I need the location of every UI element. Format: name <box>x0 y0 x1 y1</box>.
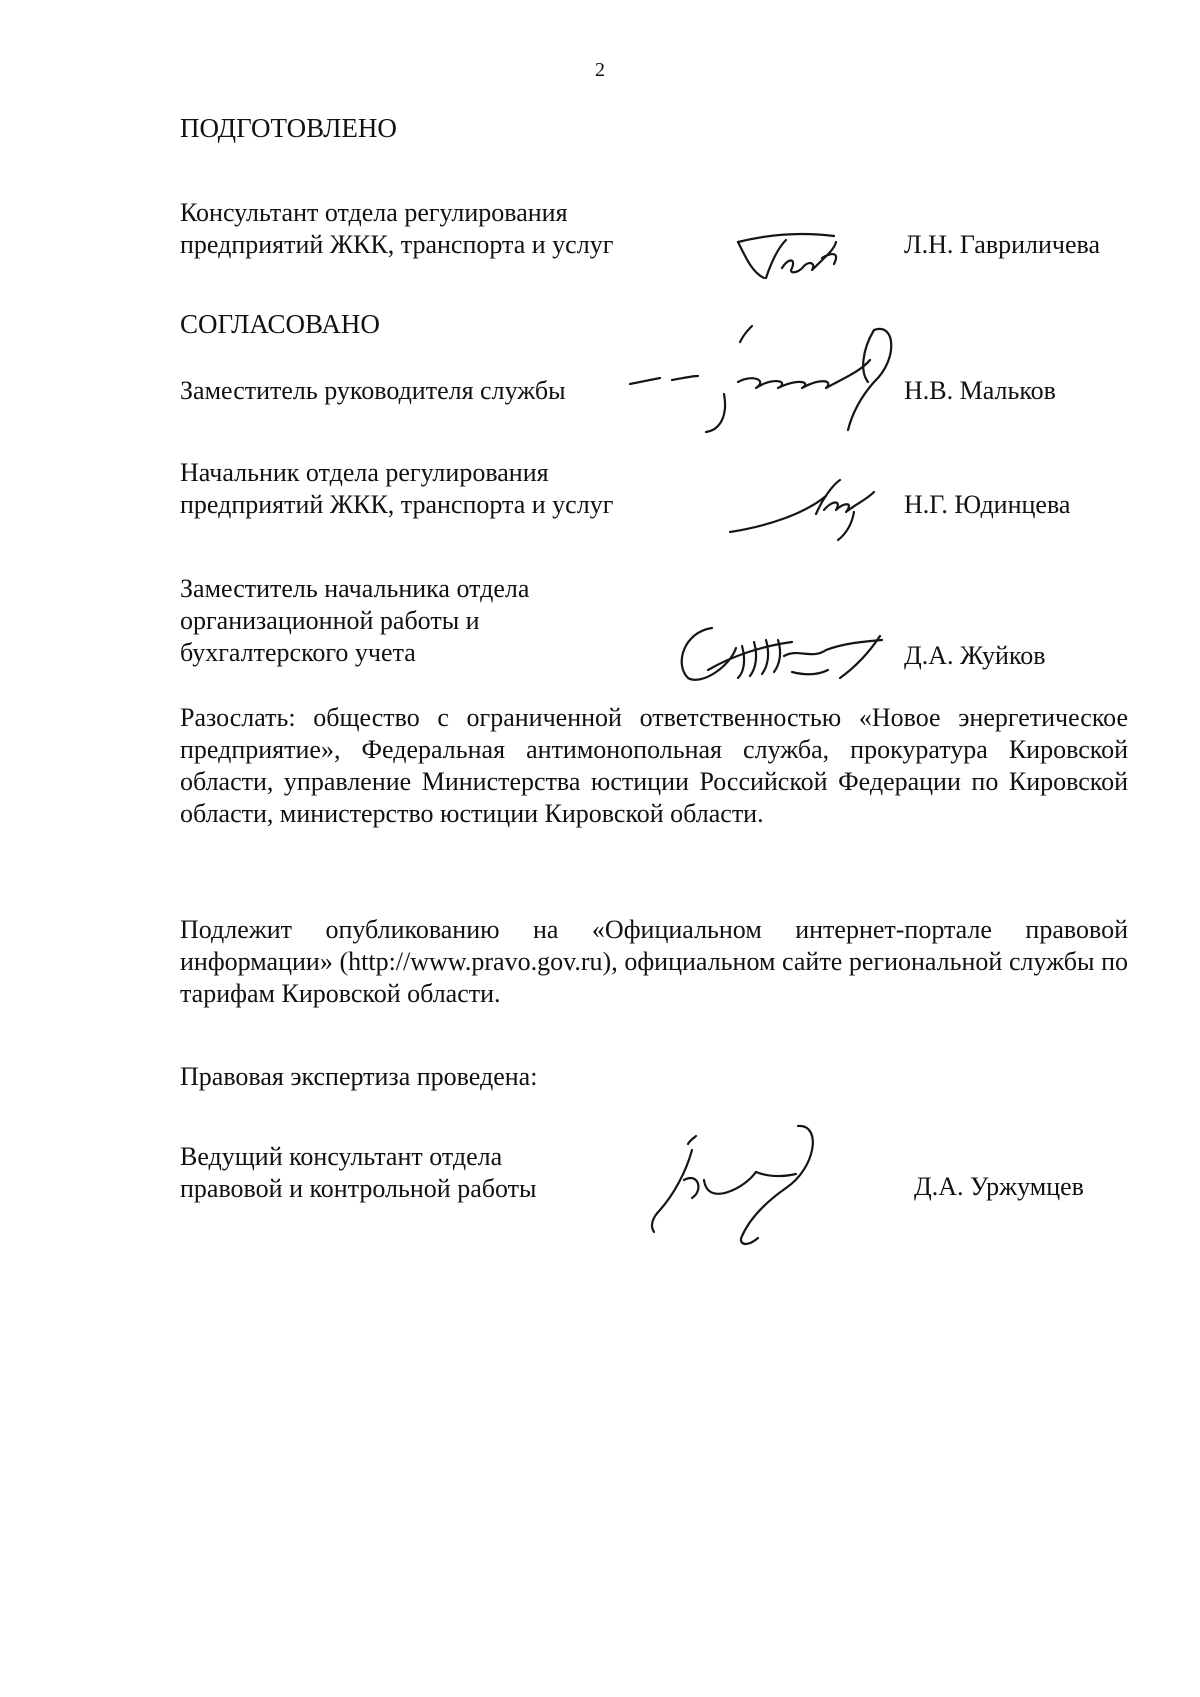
approver-1-position: Заместитель руководителя службы <box>180 376 566 405</box>
legal-review-position: Ведущий консультант отдела правовой и контрольной работы <box>180 1142 537 1203</box>
signature-gavrilicheva <box>730 228 850 286</box>
approver-2-name: Н.Г. Юдинцева <box>904 490 1071 519</box>
signature-yudintseva <box>728 474 888 542</box>
prepared-heading: ПОДГОТОВЛЕНО <box>180 113 397 143</box>
prepared-name: Л.Н. Гавриличева <box>904 230 1101 259</box>
legal-review-heading: Правовая экспертиза проведена: <box>180 1062 538 1091</box>
prepared-position: Консультант отдела регулирования предприятий ЖКК, транспорта и услуг <box>180 198 614 259</box>
approver-1-name: Н.В. Мальков <box>904 376 1056 405</box>
approver-3-position: Заместитель начальника отдела организационной работы и бухгалтерского учета <box>180 574 530 667</box>
page-number: 2 <box>595 59 605 81</box>
signature-malkov <box>628 320 908 450</box>
approved-heading: СОГЛАСОВАНО <box>180 309 380 339</box>
legal-review-name: Д.А. Уржумцев <box>914 1172 1084 1201</box>
distribution-text: Разослать: общество с ограниченной ответственностью «Новое энергетическое предприятие», Федеральная антимонопольная служба, прокуратура Кировской области, управление Министерства юстиции Российской Федерации по Кировской области, министерство юстиции Кировской области. <box>180 703 1128 828</box>
approver-3-name: Д.А. Жуйков <box>904 641 1046 670</box>
signature-zhuikov <box>672 620 912 686</box>
publication-text: Подлежит опубликованию на «Официальном интернет-портале правовой информации» (http://www.pravo.gov.ru), официальном сайте региональной службы по тарифам Кировской области. <box>180 915 1128 1008</box>
approver-2-position: Начальник отдела регулирования предприятий ЖКК, транспорта и услуг <box>180 458 614 519</box>
signature-urzhumtsev <box>646 1122 836 1250</box>
